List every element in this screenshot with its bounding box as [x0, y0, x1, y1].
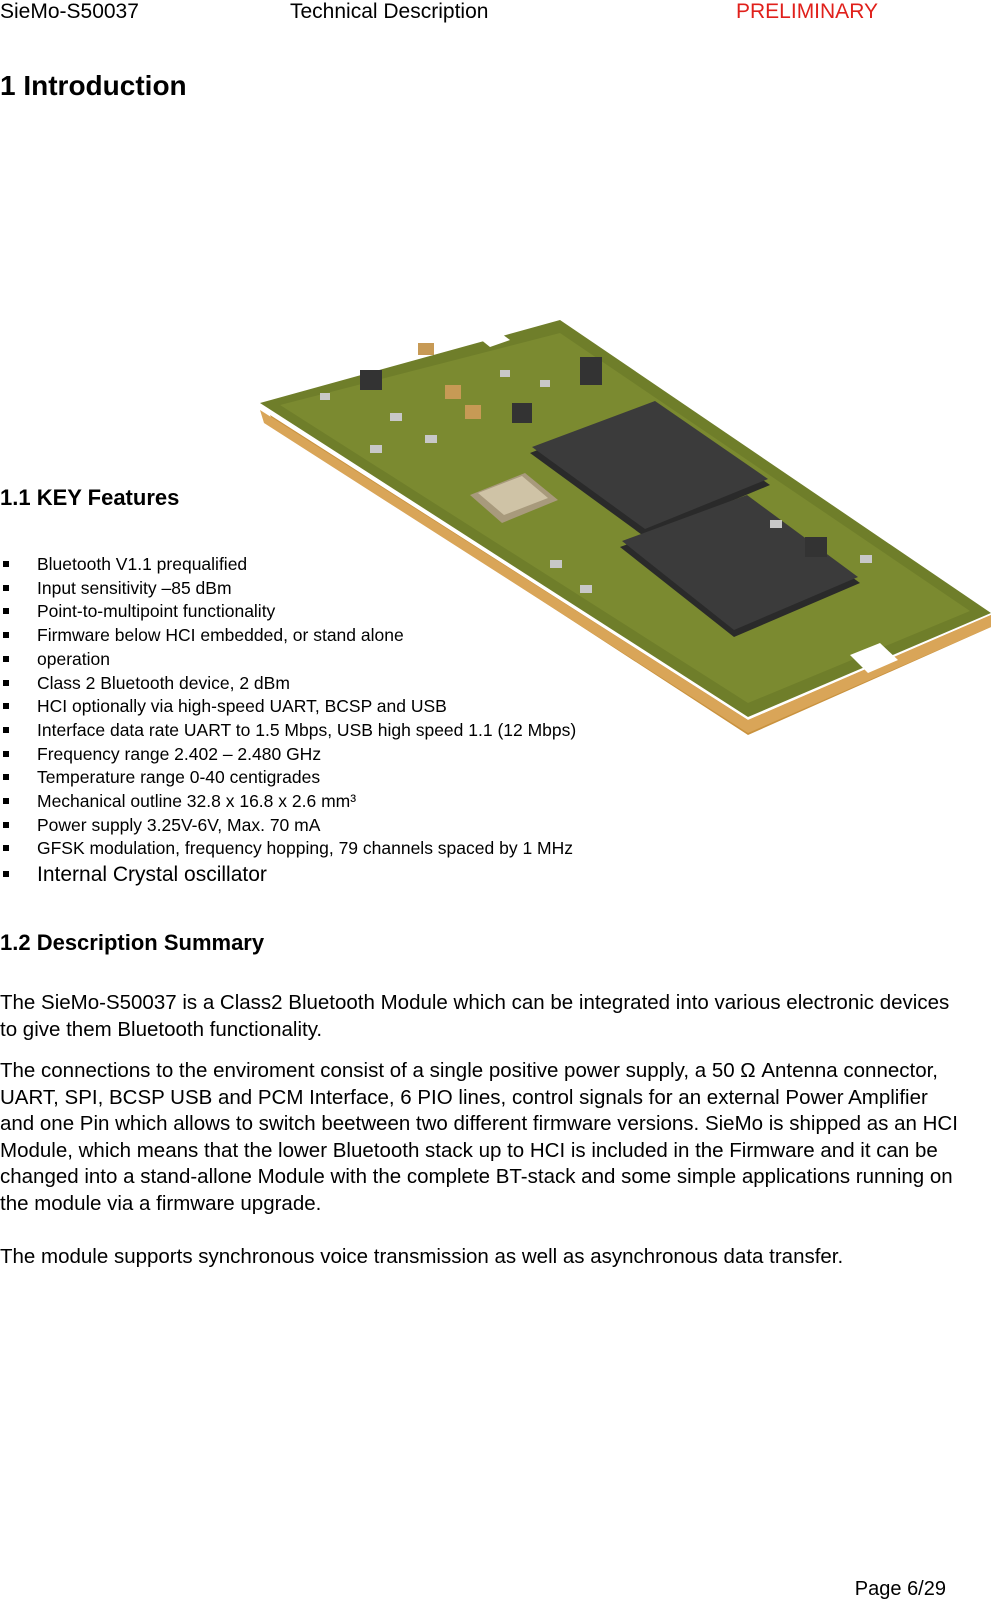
feature-item: Class 2 Bluetooth device, 2 dBm — [0, 672, 576, 696]
feature-item: Power supply 3.25V-6V, Max. 70 mA — [0, 814, 576, 838]
description-paragraph-1: The SieMo-S50037 is a Class2 Bluetooth Module which can be integrated into various electronic devices to give them Bluetooth functionality. — [0, 991, 950, 1041]
feature-item: Point-to-multipoint functionality — [0, 600, 576, 624]
description-paragraph-2: The connections to the enviroment consist of a single positive power supply, a 50 Ω Antenna connector, UART, SPI, BCSP USB and PCM Interface, 6 PIO lines, control signals for an external Power Amplifier and one Pin which allows to switch beetween two different firmware versions. SieMo is shipped as an HCI Module, which means that the lower Bluetooth stack up to HCI is included in the Firmware and it can be changed into a stand-allone Module with the complete BT-stack and some simple applications running on the module via a firmware upgrade. — [0, 1059, 958, 1215]
feature-item: GFSK modulation, frequency hopping, 79 channels spaced by 1 MHz — [0, 837, 576, 861]
feature-item: Mechanical outline 32.8 x 16.8 x 2.6 mm³ — [0, 790, 576, 814]
bullet-icon — [3, 632, 9, 638]
feature-item: operation — [0, 648, 576, 672]
description-paragraph-3: The module supports synchronous voice transmission as well as asynchronous data transfer. — [0, 1245, 844, 1268]
feature-item: Internal Crystal oscillator — [0, 861, 576, 889]
feature-item: Input sensitivity –85 dBm — [0, 577, 576, 601]
bullet-icon — [3, 774, 9, 780]
section-title-introduction: 1 Introduction — [0, 70, 187, 101]
bullet-icon — [3, 822, 9, 828]
feature-item: Frequency range 2.402 – 2.480 GHz — [0, 743, 576, 767]
header-doc-id: SieMo-S50037 — [0, 0, 139, 23]
section-title-key-features: 1.1 KEY Features — [0, 485, 180, 510]
bullet-icon — [3, 561, 9, 567]
key-features-list — [0, 553, 576, 889]
bullet-icon — [3, 798, 9, 804]
feature-item: Firmware below HCI embedded, or stand alone — [0, 624, 576, 648]
feature-item: Interface data rate UART to 1.5 Mbps, USB high speed 1.1 (12 Mbps) — [0, 719, 576, 743]
feature-item: Bluetooth V1.1 prequalified — [0, 553, 576, 577]
bullet-icon — [3, 845, 9, 851]
section-title-description-summary: 1.2 Description Summary — [0, 930, 265, 955]
page-number: Page 6/29 — [854, 1578, 946, 1600]
header-status: PRELIMINARY — [736, 0, 878, 23]
bullet-icon — [3, 871, 9, 877]
bullet-icon — [3, 656, 9, 662]
bullet-icon — [3, 751, 9, 757]
bullet-icon — [3, 585, 9, 591]
header-doc-type: Technical Description — [290, 0, 489, 23]
bullet-icon — [3, 680, 9, 686]
bullet-icon — [3, 608, 9, 614]
bullet-icon — [3, 727, 9, 733]
feature-item: Temperature range 0-40 centigrades — [0, 766, 576, 790]
bullet-icon — [3, 703, 9, 709]
feature-item: HCI optionally via high-speed UART, BCSP and USB — [0, 695, 576, 719]
